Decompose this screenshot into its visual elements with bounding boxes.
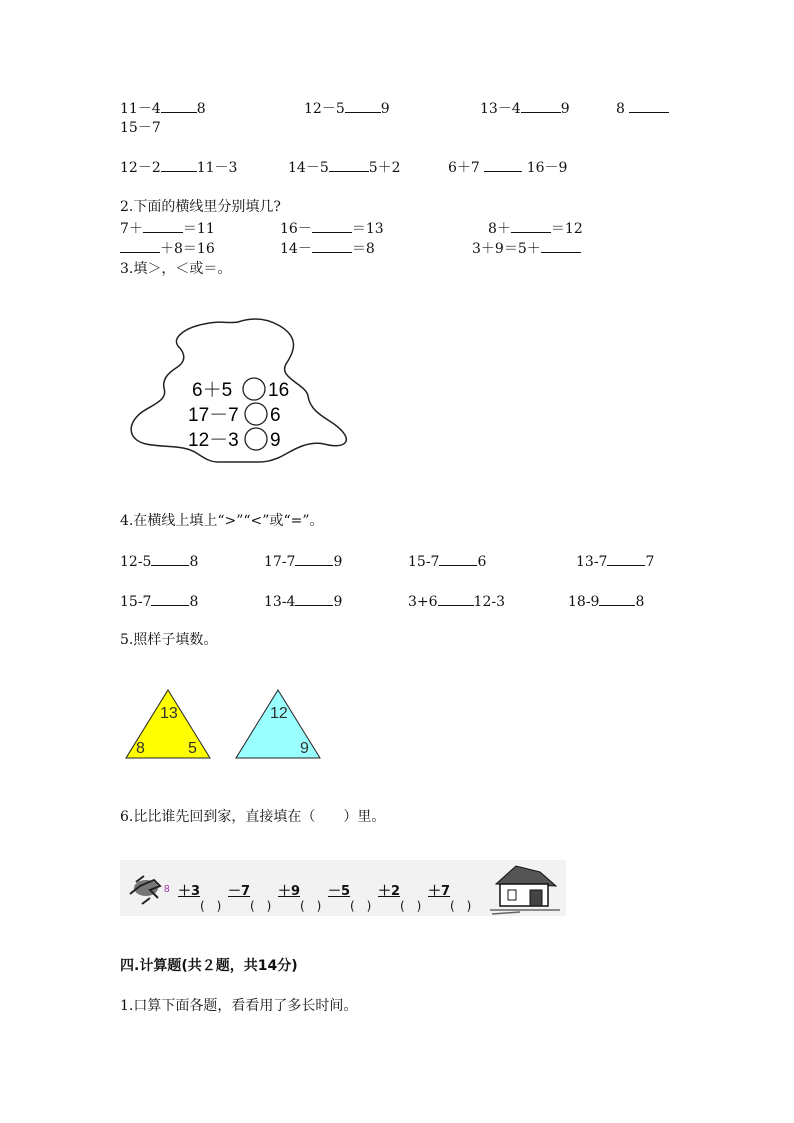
q3-title: 3.填＞，＜或＝。 <box>120 261 232 277</box>
race-op: －5 <box>328 884 351 899</box>
answer-blank[interactable] <box>511 219 551 233</box>
tree-line1-left: 6＋5 <box>192 380 233 401</box>
answer-blank[interactable] <box>143 219 183 233</box>
answer-blank[interactable] <box>295 552 333 566</box>
tree-line3-left: 12－3 <box>188 430 239 451</box>
tri1-right-number: 5 <box>188 740 197 757</box>
q4-1-title: 1.口算下面各题，看看用了多长时间。 <box>120 998 358 1014</box>
row1-item-4: 8 <box>616 99 669 118</box>
start-number: 8 <box>164 884 170 895</box>
q4-row2-item-1: 15-7 8 <box>120 594 199 610</box>
answer-blank[interactable] <box>629 99 669 113</box>
section4-title: 四.计算题(共２题，共14分) <box>120 958 298 974</box>
race-answer-paren[interactable]: ( ) <box>200 899 222 913</box>
race-op: ＋3 <box>178 884 201 899</box>
q2-item-a1: 7＋ ＝11 <box>120 221 215 237</box>
q4-row1-item-3: 15-7 6 <box>408 554 487 570</box>
q2-item-a2: 16－ ＝13 <box>280 221 384 237</box>
answer-blank[interactable] <box>521 99 561 113</box>
race-op: ＋7 <box>428 884 451 899</box>
answer-circle[interactable] <box>245 428 267 450</box>
answer-blank[interactable] <box>607 552 645 566</box>
row1-item-1: 11－4 8 <box>120 101 206 117</box>
q4-row1-item-2: 17-7 9 <box>264 554 343 570</box>
q5-title: 5.照样子填数。 <box>120 632 218 648</box>
tree-figure <box>128 312 354 470</box>
race-answer-paren[interactable]: ( ) <box>400 899 422 913</box>
tri2-left-answer[interactable] <box>244 738 270 756</box>
row2-item-1: 12－2 11－3 <box>120 160 238 176</box>
tree-line1-right: 16 <box>268 380 290 401</box>
q4-row1-item-4: 13-7 7 <box>576 554 655 570</box>
q2-item-a3: 8＋ ＝12 <box>488 221 583 237</box>
q6-title: 6.比比谁先回到家，直接填在（ ）里。 <box>120 809 386 825</box>
q2-title: 2.下面的横线里分别填几? <box>120 199 281 215</box>
house-icon <box>490 866 560 914</box>
answer-blank[interactable] <box>151 592 189 606</box>
answer-blank[interactable] <box>312 239 352 253</box>
race-op: －7 <box>228 884 251 899</box>
runner-icon <box>130 876 160 904</box>
race-chain <box>176 875 476 913</box>
answer-blank[interactable] <box>295 592 333 606</box>
q2-item-b2: 14－ ＝8 <box>280 241 375 257</box>
q4-row2-item-3: 3+6 12-3 <box>408 594 505 610</box>
tri2-top-number: 12 <box>270 705 288 722</box>
answer-circle[interactable] <box>245 403 267 425</box>
race-answer-paren[interactable]: ( ) <box>250 899 272 913</box>
race-answer-paren[interactable]: ( ) <box>350 899 372 913</box>
tri2-right-number: 9 <box>300 740 309 757</box>
row1-item-2: 12－5 9 <box>304 101 390 117</box>
tree-line2-right: 6 <box>270 405 281 426</box>
answer-blank[interactable] <box>161 99 197 113</box>
answer-blank[interactable] <box>329 158 369 172</box>
answer-blank[interactable] <box>161 158 197 172</box>
answer-blank[interactable] <box>599 592 635 606</box>
q4-title: 4.在横线上填上“>”“<”或“=”。 <box>120 513 324 529</box>
row2-item-3: 6＋7 16－9 <box>448 160 568 176</box>
answer-blank[interactable] <box>484 158 522 172</box>
answer-blank[interactable] <box>438 592 474 606</box>
q4-row1-item-1: 12-5 8 <box>120 554 199 570</box>
answer-blank[interactable] <box>120 239 160 253</box>
answer-blank[interactable] <box>345 99 381 113</box>
race-op: ＋9 <box>278 884 301 899</box>
q2-item-b3: 3＋9＝5＋ <box>472 239 581 258</box>
triangles-figure <box>124 688 334 762</box>
row1-item-4-cont: 15－7 <box>120 120 161 136</box>
answer-circle[interactable] <box>243 378 265 400</box>
row1-item-3: 13－4 9 <box>480 101 570 117</box>
tree-outline <box>131 319 346 462</box>
answer-blank[interactable] <box>151 552 189 566</box>
tri1-top-number: 13 <box>160 705 178 722</box>
race-op: ＋2 <box>378 884 401 899</box>
race-answer-paren[interactable]: ( ) <box>300 899 322 913</box>
answer-blank[interactable] <box>439 552 477 566</box>
q4-row2-item-4: 18-9 8 <box>568 594 645 610</box>
row2-item-2: 14－5 5＋2 <box>288 160 401 176</box>
race-answer-paren[interactable]: ( ) <box>450 899 472 913</box>
tree-line2-left: 17－7 <box>188 405 239 426</box>
tree-line3-right: 9 <box>270 430 281 451</box>
q2-item-b1: ＋8＝16 <box>120 239 215 258</box>
tri1-left-number: 8 <box>136 740 145 757</box>
q4-row2-item-2: 13-4 9 <box>264 594 343 610</box>
answer-blank[interactable] <box>541 239 581 253</box>
answer-blank[interactable] <box>312 219 352 233</box>
